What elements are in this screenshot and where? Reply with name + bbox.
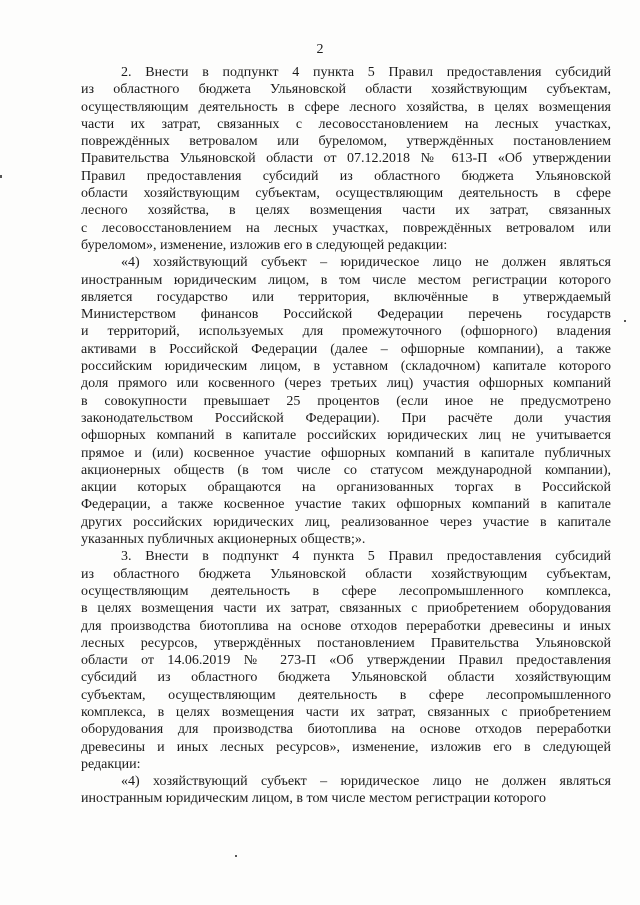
text-line: акции которых обращаются на организованных торгах в Российской xyxy=(81,480,611,496)
text-line: оборудования для производства биотоплива на основе отходов переработки xyxy=(81,722,611,738)
text-line: акционерных обществ (в том числе со статусом международной компании), xyxy=(81,462,611,478)
paragraph xyxy=(81,254,611,548)
text-line: других российских юридических лиц, реализованное через участие в капитале xyxy=(81,514,611,530)
paragraph xyxy=(81,64,611,254)
text-line: офшорных компаний в капитале российских юридических лиц не учитывается xyxy=(81,428,611,444)
text-line: буреломом», изменение, изложив его в следующей редакции: xyxy=(81,237,448,253)
scan-mark xyxy=(0,175,2,178)
text-line: и территорий, используемых для промежуточного (офшорного) владения xyxy=(81,324,611,340)
text-line: иностранным юридическим лицом, в том числе местом регистрации которого xyxy=(81,791,547,807)
text-line: доля прямого или косвенного (через третьих лиц) участия офшорных компаний xyxy=(81,376,611,392)
text-line: осуществляющим деятельность в сфере лесного хозяйства, в целях возмещения xyxy=(81,99,611,115)
text-line: в целях возмещения части их затрат, связанных с приобретением оборудования xyxy=(81,601,611,617)
text-line: «4) хозяйствующий субъект – юридическое лицо не должен являться xyxy=(121,255,611,271)
text-line: области от 14.06.2019 № 273-П «Об утверждении Правил предоставления xyxy=(81,653,611,669)
text-line: лесного хозяйства, в целях возмещения части их затрат, связанных xyxy=(81,203,611,219)
text-line: «4) хозяйствующий субъект – юридическое лицо не должен являться xyxy=(121,774,611,790)
text-line: российским юридическим лицом, в уставном (складочном) капитале которого xyxy=(81,359,611,375)
text-line: лесных ресурсов, утверждённых постановлением Правительства Ульяновской xyxy=(81,635,611,651)
text-line: иностранным юридическим лицом, в том числе местом регистрации которого xyxy=(81,272,611,288)
text-line: области хозяйствующим субъектам, осуществляющим деятельность в сфере xyxy=(81,186,611,202)
text-line: является государство или территория, включённые в утверждаемый xyxy=(81,289,611,305)
paragraph xyxy=(81,548,611,773)
text-line: Министерством финансов Российской Федерации перечень государств xyxy=(81,307,611,323)
text-line: законодательством Российской Федерации). При расчёте доли участия xyxy=(81,410,611,426)
text-line: для производства биотоплива на основе отходов переработки древесины и иных xyxy=(81,618,611,634)
text-line: части их затрат, связанных с лесовосстановлением на лесных участках, xyxy=(81,116,611,132)
text-line: 2. Внести в подпункт 4 пункта 5 Правил предоставления субсидий xyxy=(121,65,611,80)
text-line: осуществляющим деятельность в сфере лесопромышленного комплекса, xyxy=(81,583,611,599)
text-line: активами в Российской Федерации (далее – офшорные компании), а также xyxy=(81,341,611,357)
text-line: комплекса, в целях возмещения части их затрат, связанных с приобретением xyxy=(81,704,611,720)
text-line: редакции: xyxy=(81,756,141,772)
text-line: из областного бюджета Ульяновской области хозяйствующим субъектам, xyxy=(81,82,611,98)
text-line: в совокупности превышает 25 процентов (если иное не предусмотрено xyxy=(81,393,611,409)
text-line: прямое и (или) косвенное участие офшорных компаний в капитале публичных xyxy=(81,445,611,461)
text-line: повреждённых ветровалом или буреломом, утверждённых постановлением xyxy=(81,134,611,150)
text-line: с лесовосстановлением на лесных участках, повреждённых ветровалом или xyxy=(81,220,611,236)
text-line: древесины и иных лесных ресурсов», изменение, изложив его в следующей xyxy=(81,739,611,755)
text-line: указанных публичных акционерных обществ;». xyxy=(81,532,366,548)
scan-mark xyxy=(624,320,626,322)
scan-mark xyxy=(235,855,237,857)
document-body xyxy=(81,64,611,808)
paragraph xyxy=(81,773,611,808)
text-line: Правил предоставления субсидий из областного бюджета Ульяновской xyxy=(81,168,611,184)
text-line: Федерации, а также косвенное участие таких офшорных компаний в капитале xyxy=(81,497,611,513)
page-number: 2 xyxy=(316,42,324,57)
text-line: из областного бюджета Ульяновской области хозяйствующим субъектам, xyxy=(81,566,611,582)
text-line: субъектам, осуществляющим деятельность в сфере лесопромышленного xyxy=(81,687,611,703)
text-line: Правительства Ульяновской области от 07.12.2018 № 613-П «Об утверждении xyxy=(81,151,611,167)
text-line: 3. Внести в подпункт 4 пункта 5 Правил предоставления субсидий xyxy=(121,549,611,565)
text-line: субсидий из областного бюджета Ульяновской области хозяйствующим xyxy=(81,670,611,686)
